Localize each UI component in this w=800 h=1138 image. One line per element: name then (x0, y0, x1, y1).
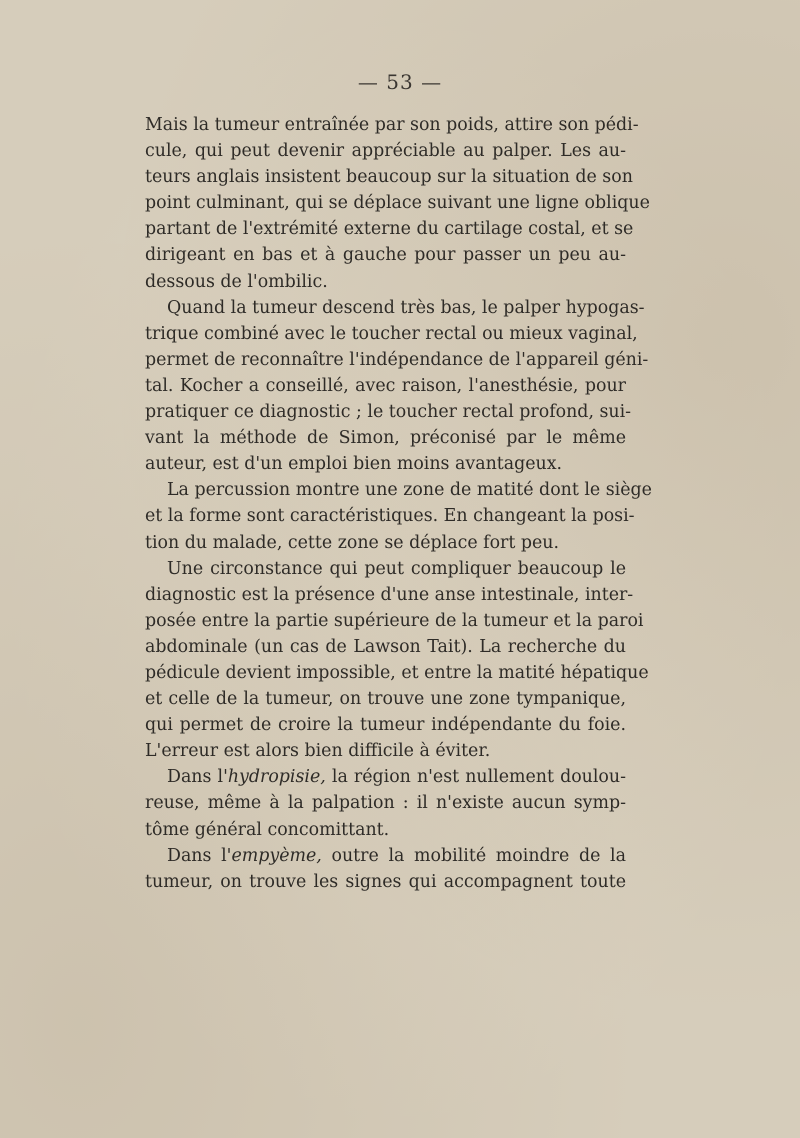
text-line: Quand la tumeur descend très bas, le palper hypogas- (167, 297, 645, 318)
text-line: pédicule devient impossible, et entre la matité hépatique (145, 662, 649, 683)
text-line: abdominale (un cas de Lawson Tait). La recherche du (145, 636, 626, 657)
text-line: vant la méthode de Simon, préconisé par le même (145, 428, 626, 449)
text-line: tumeur, on trouve les signes qui accompagnent toute (145, 871, 626, 892)
text-run: la région n'est nullement doulou- (325, 767, 626, 788)
text-line: Mais la tumeur entraînée par son poids, attire son pédi- (145, 115, 639, 135)
text-line: tion du malade, cette zone se déplace fort peu. (145, 532, 560, 553)
text-line: et celle de la tumeur, on trouve une zone tympanique, (145, 689, 626, 710)
text-line: reuse, même à la palpation : il n'existe aucun symp- (145, 793, 626, 814)
text-line (145, 764, 626, 790)
text-run: outre la mobilité moindre de la (321, 845, 626, 866)
text-line: tôme général concomittant. (145, 819, 390, 840)
text-line: et la forme sont caractéristiques. En changeant la posi- (145, 506, 635, 527)
text-line: dirigeant en bas et à gauche pour passer un peu au- (145, 245, 626, 266)
page-number: — 53 — (357, 70, 443, 94)
text-line: qui permet de croire la tumeur indépendante du foie. (145, 715, 626, 736)
text-line: diagnostic est la présence d'une anse intestinale, inter- (145, 584, 634, 605)
text-line: partant de l'extrémité externe du cartilage costal, et se (145, 219, 634, 240)
text-line: dessous de l'ombilic. (145, 271, 328, 292)
text-line: posée entre la partie supérieure de la tumeur et la paroi (145, 610, 644, 631)
text-line: La percussion montre une zone de matité dont le siège (167, 480, 652, 501)
text-line: teurs anglais insistent beaucoup sur la situation de son (145, 167, 633, 188)
text-line: pratiquer ce diagnostic ; le toucher rectal profond, sui- (145, 402, 632, 423)
body-text (145, 112, 652, 895)
text-line: L'erreur est alors bien difficile à éviter. (145, 741, 491, 762)
text-line (145, 843, 626, 869)
text-line: Une circonstance qui peut compliquer beaucoup le (167, 558, 626, 579)
text-line: permet de reconnaître l'indépendance de l'appareil géni- (145, 349, 649, 370)
text-line: point culminant, qui se déplace suivant une ligne oblique (145, 193, 650, 214)
italic-term: hydropisie, (227, 767, 326, 788)
text-line: trique combiné avec le toucher rectal ou mieux vaginal, (145, 323, 638, 344)
text-line: cule, qui peut devenir appréciable au palper. Les au- (145, 141, 626, 162)
text-run: Dans l' (167, 845, 232, 866)
text-line: tal. Kocher a conseillé, avec raison, l'anesthésie, pour (145, 375, 626, 396)
text-line: auteur, est d'un emploi bien moins avantageux. (145, 454, 563, 475)
italic-term: empyème, (231, 845, 322, 866)
text-run: Dans l' (167, 767, 228, 788)
